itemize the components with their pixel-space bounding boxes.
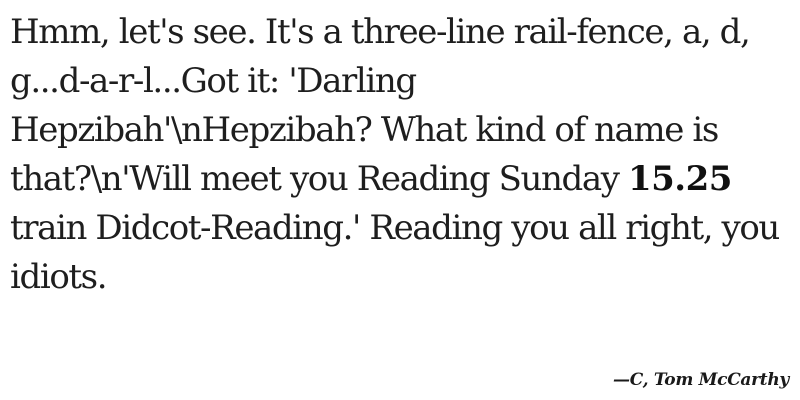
quote-text: [10, 8, 780, 302]
quote-attribution: —C, Tom McCarthy: [613, 370, 789, 390]
quote-text-before: Hmm, let's see. It's a three-line rail-fence, a, d, g...d-a-r-l...Got it: 'Darling Hepzibah'\nHepzibah? What kind of name is that?\n'Will meet you Reading Sunday: [10, 12, 750, 199]
quote-emphasis-time: 15.25: [627, 159, 732, 199]
quote-text-after: train Didcot-Reading.' Reading you all right, you idiots.: [10, 208, 779, 297]
